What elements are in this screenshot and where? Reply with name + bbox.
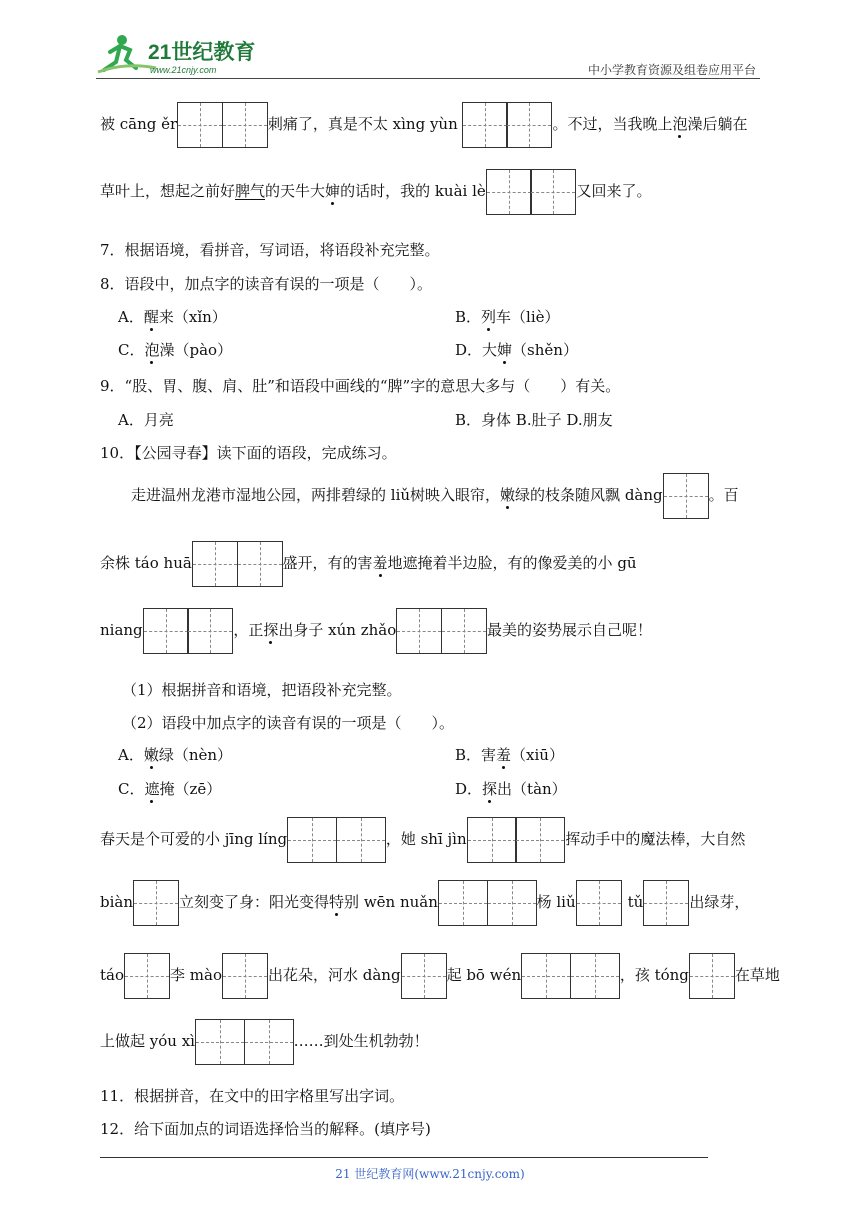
- tianzige-cell[interactable]: [222, 953, 268, 999]
- tianzige-cell[interactable]: [689, 953, 735, 999]
- q10-option-b[interactable]: B．害羞（xiū）: [455, 746, 564, 764]
- q8-option-d[interactable]: D．大婶（shěn）: [455, 341, 578, 359]
- q10-passage-line1: 走进温州龙港市湿地公园，两排碧绿的 liǔ树映入眼帘，嫩绿的枝条随风飘 dàng 。百: [131, 473, 739, 519]
- tianzige-cell[interactable]: [222, 102, 268, 148]
- passage1-line2: 草叶上，想起之前好脾气的天牛大婶的话时，我的 kuài lè 又回来了。: [100, 169, 651, 215]
- tianzige-cell[interactable]: [515, 817, 565, 863]
- tianzige-shijin[interactable]: [467, 817, 566, 863]
- tianzige-cell[interactable]: [462, 102, 508, 148]
- tianzige-xunzhao[interactable]: [396, 608, 487, 654]
- tianzige-cell[interactable]: [192, 541, 238, 587]
- tianzige-tu[interactable]: [643, 880, 689, 926]
- q8-option-a[interactable]: A．醒来（xǐn）: [118, 308, 227, 326]
- tianzige-wennuan[interactable]: [438, 880, 537, 926]
- tianzige-cell[interactable]: [441, 608, 487, 654]
- tianzige-cell[interactable]: [143, 608, 189, 654]
- tianzige-cell[interactable]: [487, 880, 537, 926]
- q9-option-a[interactable]: A．月亮: [118, 411, 174, 429]
- q9-option-b[interactable]: B．身体 B.肚子 D.朋友: [455, 411, 613, 429]
- tianzige-cell[interactable]: [396, 608, 442, 654]
- q10-option-c[interactable]: C．遮掩（zē）: [118, 780, 222, 798]
- tianzige-dang2[interactable]: [401, 953, 447, 999]
- tianzige-cell[interactable]: [401, 953, 447, 999]
- tianzige-tong[interactable]: [689, 953, 735, 999]
- q10-sub1: （1）根据拼音和语境，把语段补充完整。: [122, 681, 402, 699]
- tianzige-cell[interactable]: [237, 541, 283, 587]
- q10-passage-line2: 余株 táo huā 盛开，有的害羞地遮掩着半边脸，有的像爱美的小 gū: [100, 541, 637, 587]
- header-platform-text: 中小学教育资源及组卷应用平台: [587, 63, 756, 77]
- tianzige-cell[interactable]: [467, 817, 517, 863]
- tianzige-tao[interactable]: [124, 953, 170, 999]
- passage2-line2: biàn 立刻变了身：阳光变得特别 wēn nuǎn 杨 liǔ tǔ 出绿芽，: [100, 880, 749, 926]
- tianzige-cell[interactable]: [244, 1019, 294, 1065]
- tianzige-cell[interactable]: [521, 953, 571, 999]
- tianzige-cell[interactable]: [336, 817, 386, 863]
- tianzige-cell[interactable]: [486, 169, 532, 215]
- tianzige-cell[interactable]: [287, 817, 337, 863]
- tianzige-cell[interactable]: [643, 880, 689, 926]
- tianzige-liu[interactable]: [576, 880, 622, 926]
- q12-stem: 12．给下面加点的词语选择恰当的解释。(填序号): [100, 1120, 431, 1138]
- tianzige-cell[interactable]: [124, 953, 170, 999]
- q8-option-b[interactable]: B．列车（liè）: [455, 308, 560, 326]
- tianzige-cell[interactable]: [570, 953, 620, 999]
- tianzige-xingyun[interactable]: [462, 102, 553, 148]
- tianzige-jingling[interactable]: [287, 817, 386, 863]
- tianzige-guniang[interactable]: [143, 608, 234, 654]
- q10-stem: 10．【公园寻春】读下面的语段，完成练习。: [100, 444, 397, 462]
- q8-stem: 8．语段中，加点字的读音有误的一项是（ ）。: [100, 275, 433, 293]
- tianzige-cell[interactable]: [663, 473, 709, 519]
- q10-sub2: （2）语段中加点字的读音有误的一项是（ ）。: [122, 714, 455, 732]
- tianzige-cell[interactable]: [177, 102, 223, 148]
- underlined-word: 脾气: [235, 182, 266, 200]
- site-logo: [96, 32, 296, 78]
- tianzige-cell[interactable]: [195, 1019, 245, 1065]
- tianzige-cell[interactable]: [187, 608, 233, 654]
- logo-text: 21世纪教育: [148, 41, 256, 64]
- q10-passage-line3: niang ，正探出身子 xún zhǎo 最美的姿势展示自己呢！: [100, 608, 652, 654]
- footer-divider: [100, 1157, 708, 1158]
- q9-stem: 9．“股、胃、腹、肩、肚”和语段中画线的“脾”字的意思大多与（ ）有关。: [100, 377, 621, 395]
- tianzige-cell[interactable]: [530, 169, 576, 215]
- logo-url: www.21cnjy.com: [150, 65, 217, 75]
- tianzige-dang[interactable]: [663, 473, 709, 519]
- tianzige-cell[interactable]: [438, 880, 488, 926]
- q10-option-a[interactable]: A．嫩绿（nèn）: [118, 746, 233, 764]
- header-divider: [96, 78, 760, 79]
- passage2-line3: táo 李 mào 出花朵，河水 dàng 起 bō wén ，孩 tóng 在草地: [100, 953, 780, 999]
- tianzige-cangr[interactable]: [177, 102, 268, 148]
- tianzige-taohua[interactable]: [192, 541, 283, 587]
- tianzige-bian[interactable]: [133, 880, 179, 926]
- tianzige-cell[interactable]: [576, 880, 622, 926]
- q7-stem: 7．根据语境，看拼音，写词语，将语段补充完整。: [100, 241, 440, 259]
- q8-option-c[interactable]: C．泡澡（pào）: [118, 341, 233, 359]
- tianzige-cell[interactable]: [133, 880, 179, 926]
- tianzige-cell[interactable]: [506, 102, 552, 148]
- footer-text[interactable]: 21 世纪教育网(www.21cnjy.com): [335, 1167, 525, 1181]
- tianzige-bowen[interactable]: [521, 953, 620, 999]
- passage2-line4: 上做起 yóu xì ……到处生机勃勃！: [100, 1019, 429, 1065]
- q11-stem: 11．根据拼音，在文中的田字格里写出字词。: [100, 1087, 405, 1105]
- tianzige-kuaile[interactable]: [486, 169, 577, 215]
- passage2-line1: 春天是个可爱的小 jīng líng ，她 shī jìn 挥动手中的魔法棒，大自然: [100, 817, 745, 863]
- tianzige-mao[interactable]: [222, 953, 268, 999]
- q10-option-d[interactable]: D．探出（tàn）: [455, 780, 567, 798]
- tianzige-youxi[interactable]: [195, 1019, 294, 1065]
- passage1-line1: 被 cāng ěr 刺痛了，真是不太 xìng yùn 。不过，当我晚上泡澡后躺在: [100, 102, 748, 148]
